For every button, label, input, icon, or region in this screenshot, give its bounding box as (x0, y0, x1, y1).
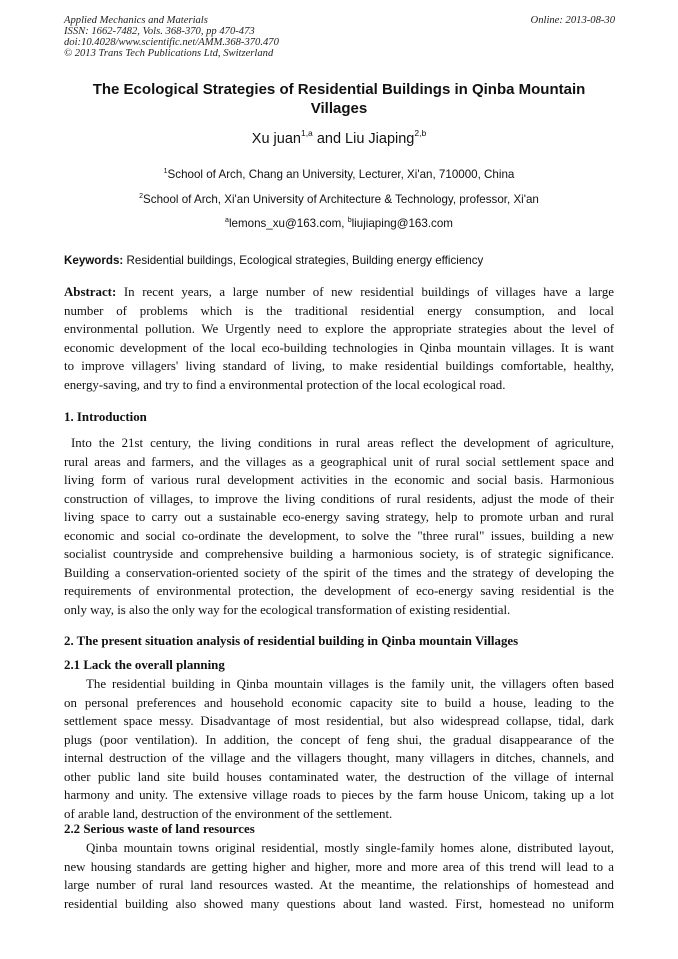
intro-line: rural areas and farmers, and the villages as a geographical unit of rural social settlement space and (64, 454, 614, 469)
section-heading-introduction: 1. Introduction (64, 410, 147, 424)
intro-line: requirements of environmental protection, the development of eco-energy saving residential is the (64, 584, 614, 598)
affiliation-1-sup: 1 (163, 168, 168, 175)
intro-line: Into the 21st century, the living conditions in rural areas reflect the development of agriculture, (71, 436, 614, 450)
affiliation-2 (64, 193, 614, 206)
abstract-line: number of problems which is the traditional residential energy consumption, and local (64, 303, 614, 318)
abstract-line: energy-saving, and try to find a environmental protection of the local ecological road. (64, 377, 506, 392)
intro-line: only way, is also the only way for the ecological transformation of existing residential. (64, 602, 511, 617)
subsection-heading-2-1: 2.1 Lack the overall planning (64, 658, 225, 672)
s22-line: large number of rural land resources wasted. At the meantime, the relationships of homestead and (64, 878, 614, 892)
abstract-line: economic development of the local eco-building technologies in Qinba mountain villages. It is want (64, 340, 614, 355)
s22-line: residential building also showed many questions about land wasted. First, homestead no uniform (64, 896, 614, 911)
abstract-line: environmental pollution. We Urgently need to explore the appropriate strategies about the level of (64, 322, 614, 336)
intro-line: living space to carry out a sustainable eco-energy saving strategy, help to promote urban and rural (64, 510, 614, 524)
journal-name: Applied Mechanics and Materials (64, 15, 208, 26)
email-a[interactable]: lemons_xu@163.com, (228, 217, 348, 230)
s21-line: The residential building in Qinba mountain villages is the family unit, the villagers often based (86, 677, 614, 691)
affiliation-2-text: School of Arch, Xi'an University of Architecture & Technology, professor, Xi'an (143, 193, 539, 206)
title-line-2: Villages (310, 100, 368, 117)
online-date: Online: 2013-08-30 (530, 15, 615, 26)
author-1: Xu juan (251, 131, 301, 147)
s21-line: internal destruction of the village and the villagers thought, many villagers in ditches, channels, and (64, 751, 614, 765)
title-line-1: The Ecological Strategies of Residential Buildings in Qinba Mountain (92, 81, 586, 98)
subsection-heading-2-2: 2.2 Serious waste of land resources (64, 822, 255, 836)
abstract-label: Abstract: (64, 285, 117, 299)
abstract-line-text: In recent years, a large number of new residential buildings of villages have a large (116, 285, 614, 299)
email-b[interactable]: liujiaping@163.com (351, 217, 453, 230)
intro-line: construction of villages, to improve the living conditions of rural residents, adjust the mode of their (64, 491, 614, 506)
affiliation-2-sup: 2 (139, 193, 144, 200)
author-2-sup: 2,b (414, 128, 427, 138)
intro-line: Building a conservation-oriented society of the spirit of the times and the strategy of developing the (64, 565, 614, 580)
keywords-label: Keywords: (64, 254, 124, 267)
affiliation-1 (64, 168, 614, 181)
authors (64, 128, 614, 147)
keywords (64, 254, 483, 267)
intro-line: socialist countryside and comprehensive building a harmonious society, is of strategic significance. (64, 547, 614, 561)
s21-line: on personal preferences and household economic capacity site to build a house, leading to the (64, 695, 614, 710)
abstract-line (64, 284, 614, 300)
email-b-sup: b (347, 217, 352, 224)
s21-line: other public land site build houses contaminated water, the destruction of the village of internal (64, 769, 614, 784)
s21-line: harmony and unity. The extensive village roads to pieces by the farm house Unicom, taking up a lot (64, 788, 614, 802)
keywords-text: Residential buildings, Ecological strategies, Building energy efficiency (123, 254, 484, 267)
affiliation-1-text: School of Arch, Chang an University, Lecturer, Xi'an, 710000, China (167, 168, 515, 181)
section-heading-2: 2. The present situation analysis of residential building in Qinba mountain Villages (64, 634, 519, 648)
author-1-sup: 1,a (300, 128, 313, 138)
email-a-sup: a (225, 217, 229, 224)
copyright: © 2013 Trans Tech Publications Ltd, Switzerland (64, 48, 274, 59)
paper-title (64, 80, 614, 118)
intro-line: living form of various rural development activities in the economic and social basis. Harmonious (64, 473, 614, 487)
author-emails (64, 217, 614, 230)
s21-line: of arable land, destruction of the environment of the settlement. (64, 806, 393, 821)
s22-line: Qinba mountain towns original residential, mostly single-family homes alone, distributed layout, (86, 841, 614, 855)
author-2: and Liu Jiaping (312, 131, 415, 147)
issn: ISSN: 1662-7482, Vols. 368-370, pp 470-473 (64, 26, 255, 37)
s21-line: plugs (poor ventilation). In addition, the concept of feng shui, the gradual disappearance of the (64, 732, 614, 747)
s21-line: settlement space messy. Disadvantage of most residential, but also widespread collapse, tidal, dark (64, 714, 614, 728)
abstract-line: to improve villagers' living standard of living, to make residential buildings comfortable, healthy, (64, 359, 614, 373)
s22-line: new housing standards are getting higher and higher, more and more area of this trend will lead to a (64, 859, 614, 874)
intro-line: economic and social co-ordinate the development, to solve the "three rural" issues, building a new (64, 528, 614, 543)
doi: doi:10.4028/www.scientific.net/AMM.368-370.470 (64, 37, 279, 48)
